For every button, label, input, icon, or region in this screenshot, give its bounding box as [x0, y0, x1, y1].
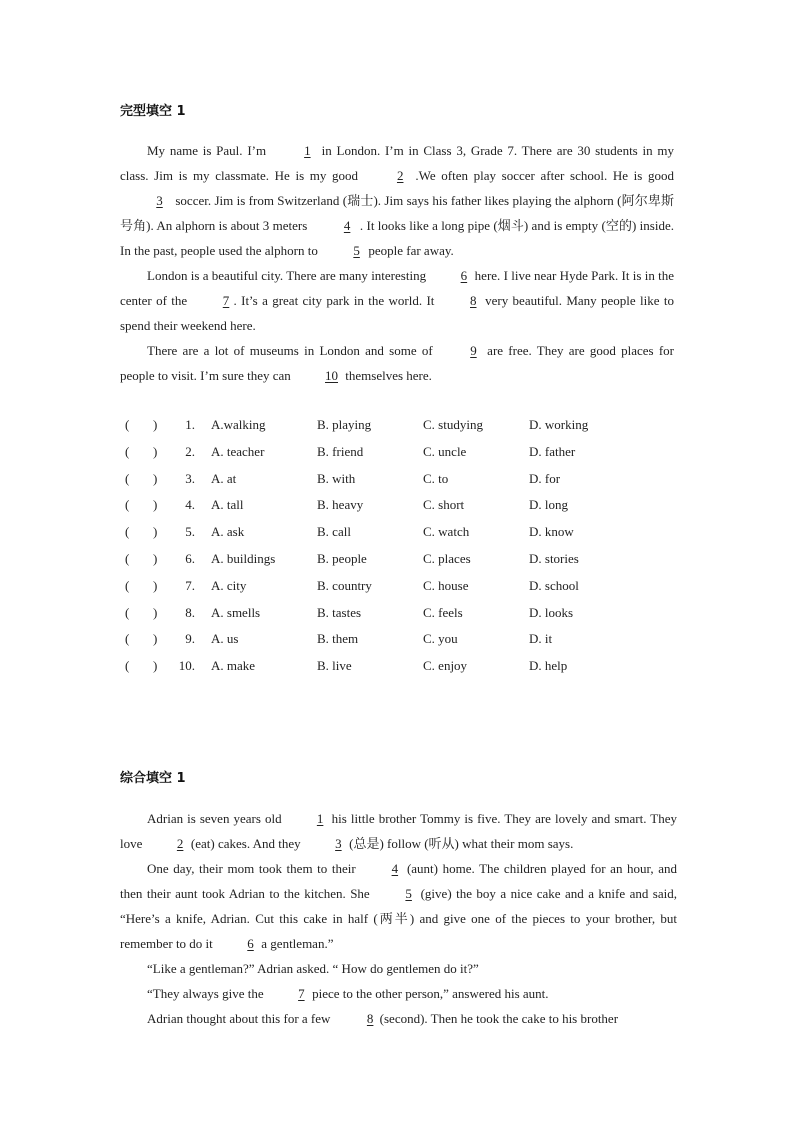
option-d: D. for — [529, 470, 561, 486]
answer-paren-close: ) — [153, 470, 158, 486]
option-c: C. short — [423, 497, 465, 513]
blank-9: 9 — [470, 343, 477, 358]
blank-10: 10 — [325, 368, 339, 383]
passage-text: .We often play soccer after school. He is good — [409, 168, 674, 183]
blank-4: 4 — [343, 218, 351, 233]
question-number: 6. — [185, 550, 195, 566]
option-row-7 — [125, 578, 625, 605]
passage-text: people far away. — [365, 243, 454, 258]
option-d: D. father — [529, 443, 576, 459]
options-list — [125, 417, 625, 685]
section1-paragraph-2 — [120, 263, 674, 338]
question-number: 10. — [178, 658, 195, 674]
answer-paren-open: ( — [125, 550, 130, 566]
blank-5: 5 — [405, 886, 412, 901]
answer-paren-open: ( — [125, 497, 130, 513]
answer-paren-close: ) — [153, 497, 158, 513]
option-c: C. studying — [423, 417, 483, 432]
section2-paragraph-2 — [120, 856, 677, 956]
option-c: C. enjoy — [423, 658, 468, 674]
option-b: B. call — [317, 524, 351, 540]
section2-paragraph-1 — [120, 806, 677, 856]
option-b: B. country — [317, 577, 372, 593]
answer-paren-open: ( — [125, 658, 130, 674]
answer-paren-open: ( — [125, 470, 130, 486]
blank-8: 8 — [366, 1011, 374, 1026]
option-row-6 — [125, 551, 625, 578]
passage-text: My name is Paul. I’m — [147, 143, 271, 158]
option-c: C. uncle — [423, 443, 467, 459]
option-c: C. watch — [423, 524, 470, 540]
passage-text: a gentleman.” — [258, 936, 334, 951]
answer-paren-close: ) — [153, 604, 158, 620]
blank-3: 3 — [156, 193, 163, 208]
answer-paren-open: ( — [125, 443, 130, 459]
answer-paren-open: ( — [125, 417, 130, 432]
passage-text: . It’s a great city park in the world. It — [233, 293, 439, 308]
passage-text: London is a beautiful city. There are many interesting — [147, 268, 430, 283]
passage-text: One day, their mom took them to their — [147, 861, 361, 876]
passage-text: are free. They are good places for people to visit. I’m sure they can — [120, 343, 674, 383]
passage-text: his little brother Tommy is five. They are lovely and smart. They love — [120, 811, 677, 851]
answer-paren-open: ( — [125, 604, 130, 620]
option-row-3 — [125, 471, 625, 498]
option-row-1 — [125, 417, 625, 444]
option-d: D. looks — [529, 604, 574, 620]
passage-text: piece to the other person,” answered his aunt. — [308, 986, 549, 1001]
option-c: C. house — [423, 577, 469, 593]
question-number: 7. — [185, 577, 195, 593]
section2-paragraph-4 — [120, 981, 677, 1006]
blank-1: 1 — [316, 811, 324, 826]
section2-title: 综合填空 1 — [120, 771, 186, 786]
answer-paren-open: ( — [125, 631, 130, 647]
option-c: C. places — [423, 550, 471, 566]
option-a: A. at — [211, 470, 237, 486]
answer-paren-open: ( — [125, 524, 130, 540]
passage-text: “They always give the — [147, 986, 267, 1001]
passage-text: in London. I’m in Class 3, Grade 7. There are 30 students in my class. Jim is my classmate. He is my good — [120, 143, 674, 183]
option-a: A. ask — [211, 524, 245, 540]
blank-4: 4 — [391, 861, 399, 876]
question-number: 2. — [185, 443, 195, 459]
blank-2: 2 — [396, 168, 404, 183]
question-number: 5. — [185, 524, 195, 540]
option-a: A. make — [211, 658, 256, 674]
option-b: B. friend — [317, 443, 364, 459]
option-a: A. buildings — [211, 550, 276, 566]
blank-7: 7 — [298, 986, 305, 1001]
passage-text: themselves here. — [342, 368, 432, 383]
section2-passage — [120, 806, 677, 1031]
blank-7: 7 — [222, 293, 230, 308]
answer-paren-close: ) — [153, 631, 158, 647]
section1-paragraph-3 — [120, 338, 674, 388]
question-number: 8. — [185, 604, 195, 620]
passage-text: There are a lot of museums in London and some of — [147, 343, 438, 358]
option-c: C. you — [423, 631, 458, 647]
option-d: D. working — [529, 417, 589, 432]
option-b: B. them — [317, 631, 359, 647]
option-d: D. long — [529, 497, 568, 513]
passage-text: Adrian thought about this for a few — [147, 1011, 334, 1026]
question-number: 3. — [185, 470, 195, 486]
answer-paren-open: ( — [125, 577, 130, 593]
answer-paren-close: ) — [153, 524, 158, 540]
blank-6: 6 — [247, 936, 254, 951]
question-number: 4. — [185, 497, 195, 513]
answer-paren-close: ) — [153, 658, 158, 674]
option-d: D. know — [529, 524, 574, 540]
option-b: B. with — [317, 470, 356, 486]
answer-paren-close: ) — [153, 417, 158, 432]
question-number: 9. — [185, 631, 195, 647]
option-c: C. to — [423, 470, 449, 486]
option-row-4 — [125, 497, 625, 524]
question-number: 1. — [185, 417, 195, 432]
blank-1: 1 — [304, 143, 311, 158]
option-row-5 — [125, 524, 625, 551]
option-row-2 — [125, 444, 625, 471]
option-row-8 — [125, 605, 625, 632]
passage-text: “Like a gentleman?” Adrian asked. “ How do gentlemen do it?” — [147, 961, 479, 976]
section1-paragraph-1 — [120, 138, 674, 263]
option-row-10 — [125, 658, 625, 685]
option-c: C. feels — [423, 604, 463, 620]
option-b: B. live — [317, 658, 352, 674]
option-d: D. stories — [529, 550, 579, 566]
passage-text: (aunt) home. The children played for an hour, and then their aunt took Adrian to the kitchen. She — [120, 861, 677, 901]
blank-2: 2 — [176, 836, 184, 851]
blank-8: 8 — [470, 293, 477, 308]
option-d: D. help — [529, 658, 568, 674]
option-a: A. teacher — [211, 443, 265, 459]
option-a: A. city — [211, 577, 247, 593]
option-a: A. us — [211, 631, 239, 647]
answer-paren-close: ) — [153, 577, 158, 593]
answer-paren-close: ) — [153, 550, 158, 566]
option-d: D. it — [529, 631, 553, 647]
section2-paragraph-5 — [120, 1006, 677, 1031]
option-b: B. people — [317, 550, 367, 566]
option-a: A. smells — [211, 604, 261, 620]
option-b: B. playing — [317, 417, 372, 432]
section1-passage — [120, 138, 674, 388]
passage-text: here. I live near Hyde Park. It is in the center of the — [120, 268, 675, 308]
option-a: A.walking — [211, 417, 266, 432]
section1-title: 完型填空 1 — [120, 104, 186, 119]
option-b: B. tastes — [317, 604, 362, 620]
passage-text: very beautiful. Many people like to spend their weekend here. — [120, 293, 674, 333]
blank-3: 3 — [335, 836, 342, 851]
answer-paren-close: ) — [153, 443, 158, 459]
passage-text: (give) the boy a nice cake and a knife and said, “Here’s a knife, Adrian. Cut this cake in half (两半) and give one of the pieces to your brother, but remember to do it — [120, 886, 677, 951]
blank-5: 5 — [353, 243, 360, 258]
passage-text: . It looks like a long pipe (烟斗) and is empty (空的) inside. In the past, people used the alphorn to — [120, 218, 674, 258]
blank-6: 6 — [460, 268, 468, 283]
option-row-9 — [125, 631, 625, 658]
option-b: B. heavy — [317, 497, 364, 513]
passage-text: (总是) follow (听从) what their mom says. — [345, 836, 574, 851]
passage-text: (second). Then he took the cake to his brother — [379, 1011, 619, 1026]
section2-paragraph-3 — [120, 956, 677, 981]
passage-text: Adrian is seven years old — [147, 811, 286, 826]
option-a: A. tall — [211, 497, 244, 513]
passage-text: soccer. Jim is from Switzerland (瑞士). Jim says his father likes playing the alphorn (阿尔卑斯号角). An alphorn is about 3 meters — [120, 193, 674, 233]
option-d: D. school — [529, 577, 579, 593]
passage-text: (eat) cakes. And they — [187, 836, 304, 851]
